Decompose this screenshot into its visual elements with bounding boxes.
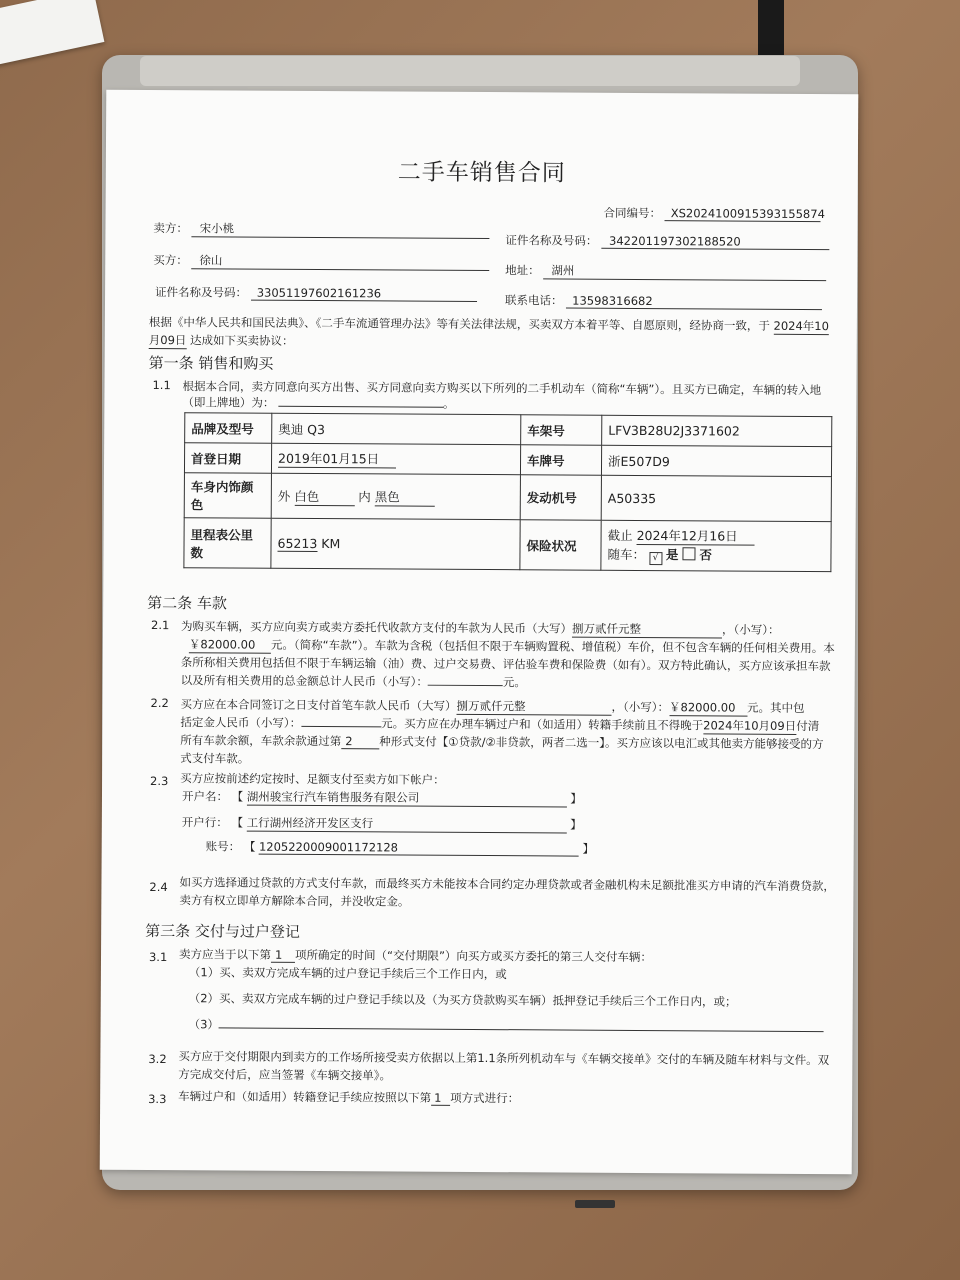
mileage: 65213 KM <box>271 518 520 570</box>
account-number: 1205220009001172128 <box>259 840 579 857</box>
buyer-row: 买方： 徐山 <box>153 252 489 271</box>
clipboard-tab <box>575 1200 615 1208</box>
brand-value: 奥迪 Q3 <box>272 413 521 445</box>
preamble-line-2: 月09日 达成如下买卖协议： <box>148 332 294 348</box>
table-row: 里程表公里数 65213 KM 保险状况 截止 2024年12月16日 随车： √ 是 否 <box>184 518 831 572</box>
clause-1-1-line-1: 根据本合同，卖方同意向买方出售、买方同意向卖方购买以下所列的二手机动车（简称“车辆”）。且买方已确定，车辆的转入地 <box>182 379 822 398</box>
article-2-title: 第二条 车款 <box>147 593 228 613</box>
clause-2-2-line-1: 买方应在本合同签订之日支付首笔车款人民币（大写）捌万贰仟元整 ，（小写）：￥82000.00 元。其中包 <box>180 697 805 715</box>
first-registration: 2019年01月15日 <box>271 443 520 475</box>
clause-2-4-line-2: 卖方有权立即单方解除本合同，并没收定金。 <box>179 893 410 909</box>
clause-number: 2.1 <box>150 617 170 633</box>
seller-name: 宋小桃 <box>192 220 490 239</box>
clause-2-3-line-1: 买方应按前述约定按时、足额支付至卖方如下帐户： <box>180 771 445 787</box>
address-value: 湖州 <box>543 262 826 281</box>
account-number-row: 账号： 【 1205220009001172128 】 <box>205 839 595 856</box>
phone-value: 13598316682 <box>566 294 822 311</box>
colors: 外 白色 内 黑色 <box>271 473 520 520</box>
background-paper <box>0 0 104 67</box>
clause-2-1-line-4: 以及所有相关费用的总金额总计人民币（小写）： 元。 <box>180 673 526 690</box>
clause-number: 2.4 <box>149 879 168 895</box>
plate-value: 浙E507D9 <box>601 445 831 476</box>
table-row: 首登日期 2019年01月15日 车牌号 浙E507D9 <box>184 443 831 477</box>
vehicle-info-table <box>183 412 832 572</box>
contract-number-value: XS2024100915393155874 <box>665 206 821 222</box>
registration-place-field <box>278 406 443 408</box>
engine-value: A50335 <box>601 475 831 521</box>
buyer-id: 33051197602161236 <box>251 286 477 302</box>
account-bank-row: 开户行： 【 工行湖州经济开发区支行 】 <box>181 815 582 832</box>
clause-number: 1.1 <box>152 378 171 393</box>
clause-2-2-line-4: 式支付车款。 <box>180 751 250 766</box>
clause-1-1-line-2: （即上牌地）为： 。 <box>182 395 455 411</box>
clause-2-1-line-3: 条所称相关费用包括但不限于车辆运输（油）费、过户交易费、评估验车费和保险费（如有）。双方特此确认，买方应该承担车款 <box>180 655 831 674</box>
clause-3-1-item-3: （3） <box>189 1016 824 1036</box>
clause-number: 2.3 <box>150 773 169 789</box>
buyer-id-row: 证件名称及号码： 33051197602161236 <box>155 284 477 302</box>
clause-3-2-line-1: 买方应于交付期限内到卖方的工作场所接受卖方依据以上第1.1条所列机动车与《车辆交接单》交付的车辆及随车材料与文件。双 <box>178 1049 830 1068</box>
item-3-blank-line <box>219 1027 824 1032</box>
insurance: 截止 2024年12月16日 随车： √ 是 否 <box>601 520 831 571</box>
clause-2-4-line-1: 如买方选择通过贷款的方式支付车款，而最终买方未能按本合同约定办理贷款或者金融机构未足额批准买方申请的汽车消费贷款， <box>179 875 835 894</box>
deposit-field <box>301 726 381 727</box>
clipboard-clip <box>140 56 800 86</box>
clause-3-1-item-1: （1）买、卖双方完成车辆的过户登记手续后三个工作日内，或 <box>188 965 507 982</box>
account-name: 湖州骏宝行汽车销售服务有限公司 <box>247 789 567 808</box>
table-row: 车身内饰颜色 外 白色 内 黑色 发动机号 A50335 <box>184 473 831 522</box>
clause-number: 3.1 <box>148 949 168 965</box>
clause-2-1-line-2: ￥82000.00 元。（简称“车款”）。车款为含税（包括但不限于车辆购置税、增值税）车价，但不包含车辆的任何相关费用。本 <box>188 637 835 656</box>
clause-3-3-line-1: 车辆过户和（如适用）转籍登记手续应按照以下第 1 项方式进行： <box>178 1089 520 1106</box>
contract-page <box>100 90 859 1175</box>
preamble-line-1: 根据《中华人民共和国民法典》、《二手车流通管理办法》等有关法律法规，买卖双方本着平等、自愿原则，经协商一致，于 2024年10 <box>148 314 829 334</box>
clause-2-2-line-3: 所有车款余额，车款余款通过第 2 种形式支付【①贷款/②非贷款，两者二选一】。买方应该以电汇或其他卖方能够接受的方 <box>180 733 824 752</box>
clause-number: 3.2 <box>148 1051 167 1067</box>
table-row: 品牌及型号 奥迪 Q3 车架号 LFV3B28U2J3371602 <box>185 413 832 447</box>
contract-number: 合同编号： XS2024100915393155874 <box>603 205 825 222</box>
seller-row: 卖方： 宋小桃 <box>153 220 489 239</box>
seller-id: 342201197302188520 <box>601 234 829 250</box>
account-bank: 工行湖州经济开发区支行 <box>247 815 567 834</box>
article-1-title: 第一条 销售和购买 <box>148 353 274 373</box>
checkbox-no[interactable] <box>682 547 695 560</box>
checkbox-yes[interactable]: √ <box>649 552 662 565</box>
clause-2-2-line-2: 括定金人民币（小写）： 元。买方应在办理车辆过户和（如适用）转籍手续前且不得晚于2024年10月09日付清 <box>180 715 820 734</box>
page-title: 二手车销售合同 <box>397 159 566 187</box>
total-amount-field <box>428 685 503 686</box>
clause-3-2-line-2: 方完成交付后，应当签署《车辆交接单》。 <box>178 1067 392 1083</box>
seller-id-row: 证件名称及号码： 342201197302188520 <box>505 232 829 250</box>
clause-3-1-line-1: 卖方应当于以下第 1 项所确定的时间（“交付期限”）向买方或买方委托的第三人交付车辆： <box>178 947 652 965</box>
clause-number: 3.3 <box>148 1091 167 1107</box>
clause-3-1-item-2: （2）买、卖双方完成车辆的过户登记手续以及（为买方贷款购买车辆）抵押登记手续后三个工作日内，或； <box>188 991 737 1009</box>
phone-row: 联系电话： 13598316682 <box>505 292 822 310</box>
buyer-name: 徐山 <box>191 252 489 271</box>
clause-number: 2.2 <box>150 695 169 711</box>
clause-2-1-line-1: 为购买车辆，买方应向卖方或卖方委托代收款方支付的车款为人民币（大写）捌万贰仟元整 ，（小写）： <box>180 619 780 637</box>
article-3-title: 第三条 交付与过户登记 <box>145 921 301 941</box>
address-row: 地址： 湖州 <box>505 262 826 281</box>
vin-value: LFV3B28U2J3371602 <box>602 415 832 446</box>
account-name-row: 开户名： 【 湖州骏宝行汽车销售服务有限公司 】 <box>181 789 582 806</box>
